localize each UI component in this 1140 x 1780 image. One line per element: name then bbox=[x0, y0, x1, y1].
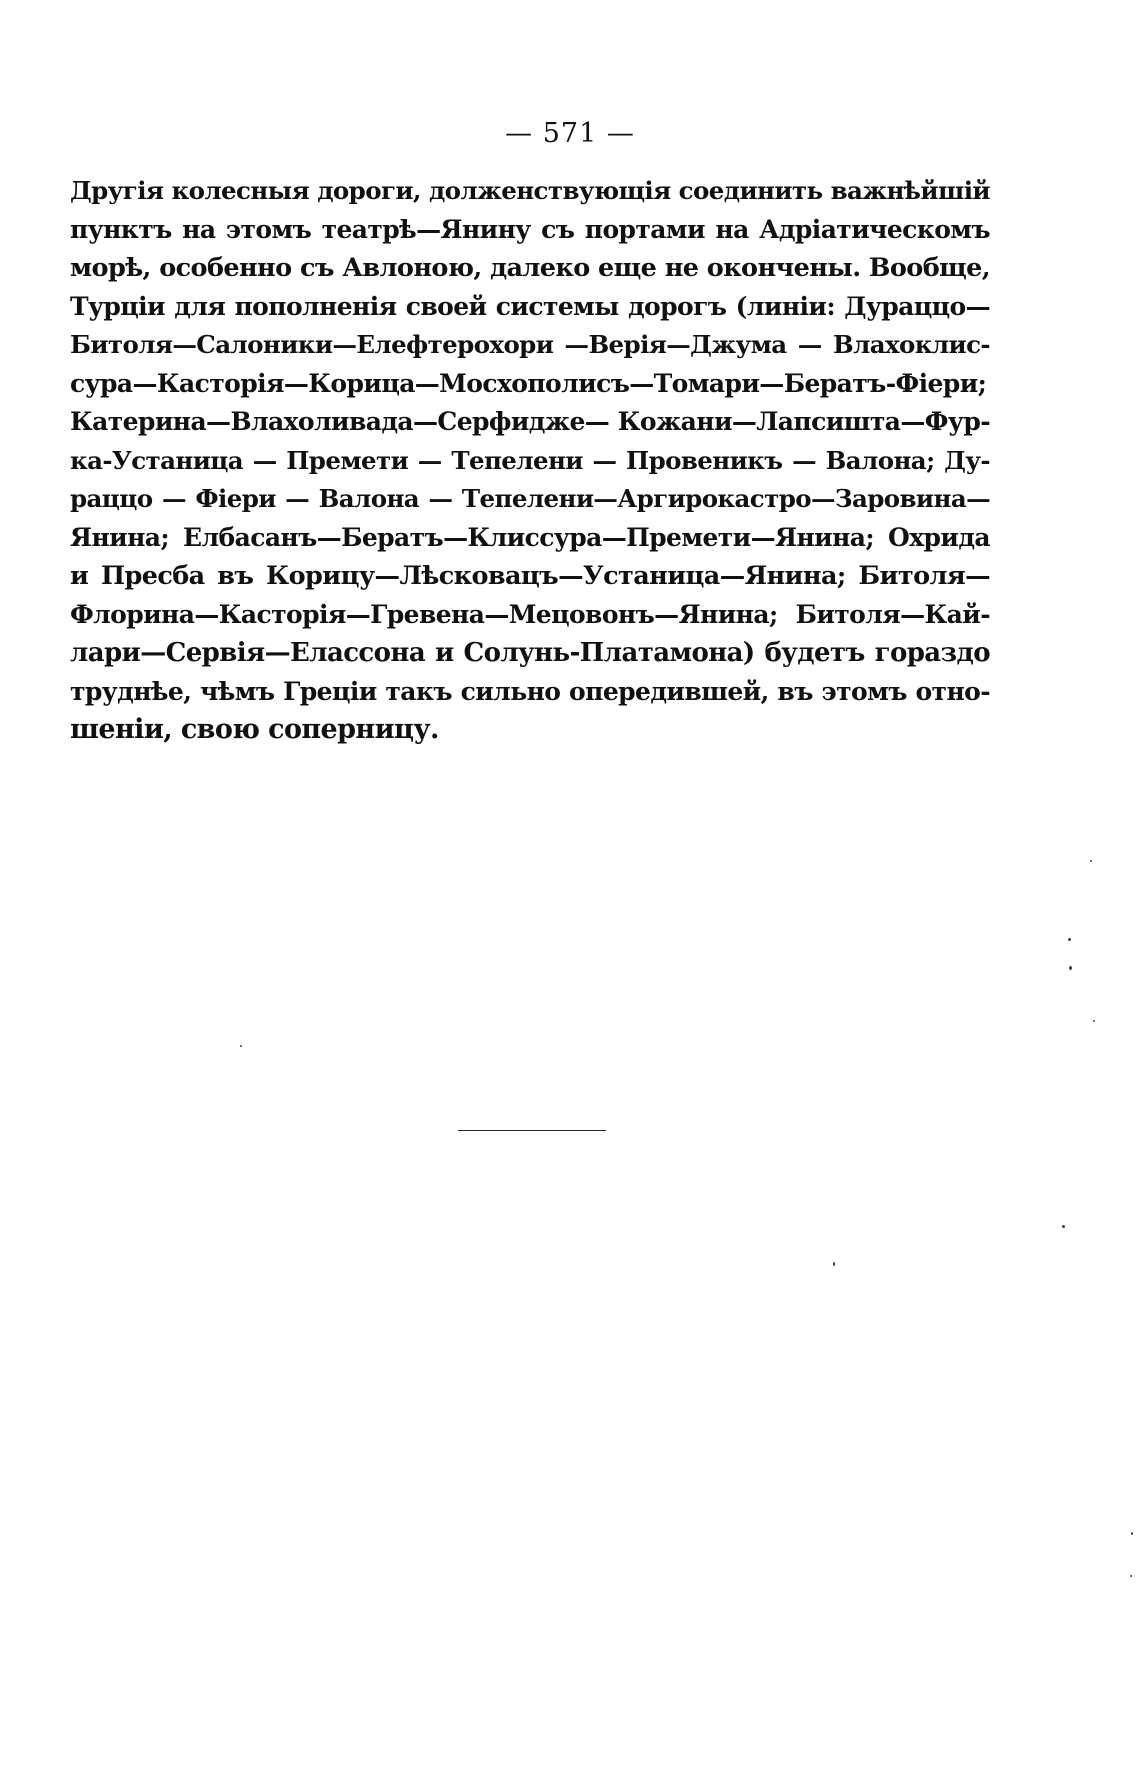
scan-speck bbox=[1068, 938, 1071, 941]
text-line-last: шеніи, свою соперницу. bbox=[70, 714, 439, 745]
scan-speck bbox=[1093, 1020, 1095, 1022]
body-paragraph bbox=[70, 172, 990, 750]
text-line: Другія колесныя дороги, долженствующія соединить важнѣйшій bbox=[70, 176, 990, 205]
text-line: раццо — Фіери — Валона — Тепелени—Аргирокастро—Заровина— bbox=[70, 484, 990, 513]
scan-speck bbox=[1131, 1532, 1133, 1535]
text-line: Янина; Елбасанъ—Бератъ—Клиссура—Премети—Янина; Охрида bbox=[70, 522, 990, 552]
text-line: Катерина—Влахоливада—Серфидже— Кожани—Лапсишта—Фур- bbox=[70, 407, 990, 436]
text-line: и Пресба въ Корицу—Лѣсковацъ—Устаница—Янина; Битоля— bbox=[70, 561, 990, 591]
scan-speck bbox=[240, 1045, 242, 1047]
scan-speck bbox=[1090, 860, 1092, 862]
text-line: труднѣе, чѣмъ Греціи такъ сильно опередившей, въ этомъ отно- bbox=[70, 676, 990, 706]
scan-speck bbox=[1062, 1225, 1065, 1228]
scan-speck bbox=[1130, 1575, 1132, 1577]
text-line: ка-Устаница — Премети — Тепелени — Провеникъ — Валона; Ду- bbox=[70, 445, 990, 475]
text-line: Битоля—Салоники—Елефтерохори —Верія—Джума — Влахоклис- bbox=[70, 330, 990, 359]
text-line: пунктъ на этомъ театрѣ—Янину съ портами на Адріатическомъ bbox=[70, 214, 990, 244]
text-line: лари—Сервія—Елассона и Солунь-Платамона) будетъ гораздо bbox=[70, 638, 990, 668]
page-number: — 571 — bbox=[505, 118, 635, 149]
text-line: Флорина—Касторія—Гревена—Мецовонъ—Янина; Битоля—Кай- bbox=[70, 599, 990, 629]
section-end-rule bbox=[458, 1130, 606, 1131]
scan-speck bbox=[833, 1262, 835, 1266]
text-line: сура—Касторія—Корица—Мосхополисъ—Томари—Бератъ-Фіери; bbox=[70, 368, 987, 398]
text-line: Турціи для пополненія своей системы дорогъ (линіи: Дураццо— bbox=[70, 291, 990, 321]
scan-speck bbox=[1069, 966, 1072, 970]
text-line: морѣ, особенно съ Авлоною, далеко еще не окончены. Вообще, bbox=[70, 253, 990, 283]
